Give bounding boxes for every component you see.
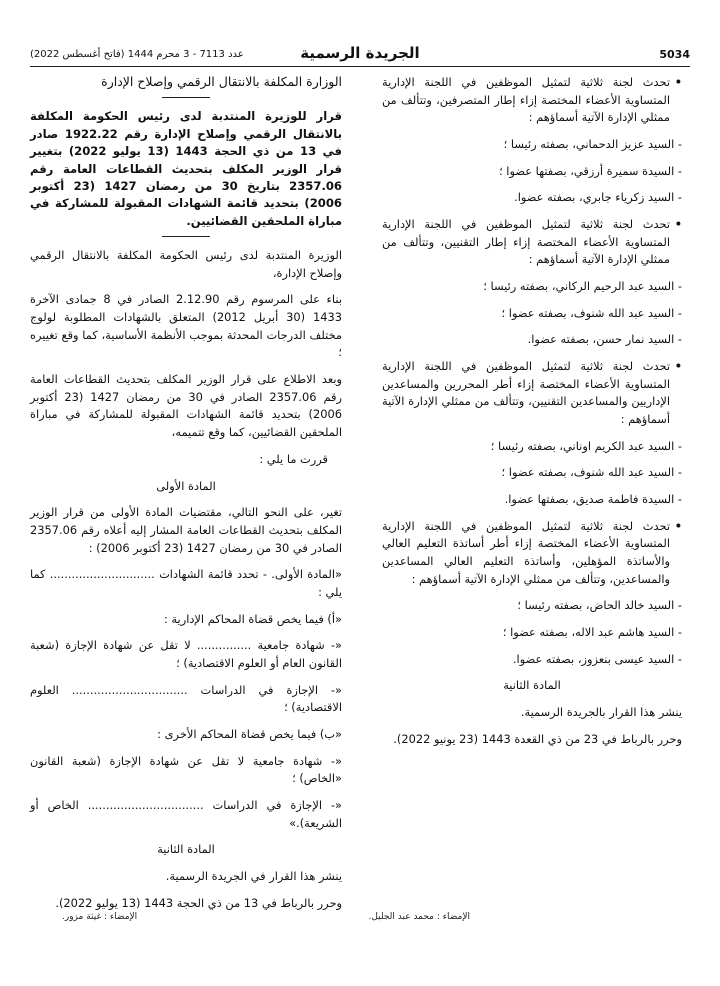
page-number: 5034 bbox=[659, 48, 690, 61]
committee-intro: • تحدث لجنة ثلاثية لتمثيل الموظفين في اللجنة الإدارية المتساوية الأعضاء المختصة إزاء إطار التقنيين، وتتألف من ممثلي الإدارة الآتية أسماؤهم : bbox=[382, 216, 682, 269]
committee-intro: • تحدث لجنة ثلاثية لتمثيل الموظفين في اللجنة الإدارية المتساوية الأعضاء المختصة إزاء إطار المتصرفين، وتتألف من ممثلي الإدارة الآتية أسماؤهم : bbox=[382, 74, 682, 127]
quote-line: «- شهادة جامعية لا تقل عن شهادة الإجازة (شعبة القانون «الخاص) ؛ bbox=[30, 753, 342, 786]
article-text: تغير، على النحو التالي، مقتضيات المادة الأولى من قرار الوزير المكلف بتحديث القطاعات العامة المشار إليه أعلاه رقم 2357.06 الصادر في 30 من رمضان 1427 (23 أكتوبر 2006) : bbox=[30, 505, 342, 555]
separator-rule bbox=[162, 236, 210, 237]
issue-info: عدد 7113 - 3 محرم 1444 (فاتح أغسطس 2022) bbox=[30, 49, 244, 60]
separator-rule bbox=[162, 97, 210, 98]
quote-line: «ب) فيما يخص قضاة المحاكم الأخرى : bbox=[157, 726, 342, 741]
committee-intro: • تحدث لجنة ثلاثية لتمثيل الموظفين في اللجنة الإدارية المتساوية الأعضاء المختصة إزاء أطر المحررين والمساعدين الإداريين والمساعدين التقنيين، وتتألف من ممثلي الإدارة الآتية أسماؤهم : bbox=[382, 358, 682, 429]
signature-left: الإمضاء : غيثة مزور. bbox=[62, 912, 138, 922]
newspaper-title: الجريدة الرسمية bbox=[300, 44, 420, 62]
article-text: ينشر هذا القرار بالجريدة الرسمية. bbox=[520, 705, 682, 720]
right-column bbox=[382, 74, 682, 757]
member-item: - السيدة سميرة أرزقي، بصفتها عضوا ؛ bbox=[499, 163, 682, 178]
article-heading: المادة الثانية bbox=[157, 842, 215, 857]
quote-line: «- شهادة جامعية ............... لا تقل عن شهادة الإجازة (شعبة القانون العام أو العلوم الاقتصادية) ؛ bbox=[30, 638, 342, 670]
quote-line: «- الإجازة في الدراسات ................................ العلوم الاقتصادية) ؛ bbox=[30, 682, 342, 715]
quote-line: «أ) فيما يخص قضاة المحاكم الإدارية : bbox=[163, 611, 342, 626]
minister-line: الوزيرة المنتدبة لدى رئيس الحكومة المكلفة بالانتقال الرقمي وإصلاح الإدارة، bbox=[30, 248, 342, 280]
committee-intro: • تحدث لجنة ثلاثية لتمثيل الموظفين في اللجنة الإدارية المتساوية الأعضاء المختصة إزاء أطر أساتذة التعليم العالي والأساتذة المؤهلين، وأساتذة التعليم العالي المساعدين والمساعدين، وتتألف من ممثلي الإدارة الآتية أسماؤهم : bbox=[382, 518, 682, 589]
date-line: وحرر بالرباط في 23 من ذي القعدة 1443 (23 يونيو 2022). bbox=[393, 731, 682, 746]
after-review-paragraph: وبعد الاطلاع على قرار الوزير المكلف بتحديث القطاعات العامة رقم 2357.06 الصادر في 30 من رمضان 1427 (23 أكتوبر 2006) بتحديد قائمة الشهادات المقبولة للمشاركة في مباراة الملحقين القضائيين، كما وقع تتميمه، bbox=[30, 372, 342, 440]
article-heading: المادة الأولى bbox=[156, 478, 216, 493]
member-item: - السيد عيسى بنعزوز، بصفته عضوا. bbox=[512, 651, 682, 666]
member-item: - السيد عبد الكريم اوناني، بصفته رئيسا ؛ bbox=[490, 438, 682, 453]
signature-right: الإمضاء : محمد عبد الجليل. bbox=[368, 912, 470, 922]
date-line: وحرر بالرباط في 13 من ذي الحجة 1443 (13 يوليو 2022). bbox=[55, 895, 342, 910]
based-on-paragraph: بناء على المرسوم رقم 2.12.90 الصادر في 8 جمادى الآخرة 1433 (30 أبريل 2012) المتعلق بالشهادات المطلوبة لولوج مختلف الدرجات المحدثة بموجب الأنظمة الأساسية، كما وقع تغييره ؛ bbox=[30, 292, 342, 360]
left-column bbox=[30, 72, 342, 921]
quote-line: «- الإجازة في الدراسات ................................ الخاص أو الشريعة).» bbox=[30, 797, 342, 830]
article-heading: المادة الثانية bbox=[503, 678, 561, 693]
decree-title: قرار للوزيرة المنتدبة لدى رئيس الحكومة المكلفة بالانتقال الرقمي وإصلاح الإدارة رقم 1922.22 صادر في 13 من ذي الحجة 1443 (13 يوليو 2022) بتغيير قرار الوزير المكلف بتحديث القطاعات العامة رقم 2357.06 بتاريخ 30 من رمضان 1427 (23 أكتوبر 2006) بتحديد قائمة الشهادات المقبولة للمشاركة في مباراة الملحقين القضائيين. bbox=[30, 109, 342, 228]
decided-line: قررت ما يلي : bbox=[259, 451, 328, 466]
member-item: - السيد عزيز الدحماني، بصفته رئيسا ؛ bbox=[503, 137, 682, 152]
member-item: - السيد نمار حسن، بصفته عضوا. bbox=[527, 332, 682, 347]
member-item: - السيدة فاطمة صديق، بصفتها عضوا. bbox=[504, 492, 682, 507]
member-item: - السيد هاشم عبد الاله، بصفته عضوا ؛ bbox=[502, 625, 682, 640]
page-header bbox=[30, 44, 690, 67]
ministry-heading: الوزارة المكلفة بالانتقال الرقمي وإصلاح الإدارة bbox=[101, 74, 342, 89]
quote-line: «المادة الأولى. - تحدد قائمة الشهادات ............................. كما يلي : bbox=[30, 567, 342, 599]
member-item: - السيد خالد الحاض، بصفته رئيسا ؛ bbox=[517, 598, 682, 613]
member-item: - السيد عبد الله شنوف، بصفته عضوا ؛ bbox=[501, 465, 682, 480]
article-text: ينشر هذا القرار في الجريدة الرسمية. bbox=[165, 868, 342, 883]
member-item: - السيد عبد الله شنوف، بصفته عضوا ؛ bbox=[501, 305, 682, 320]
member-item: - السيد عبد الرحيم الركاني، بصفته رئيسا ؛ bbox=[483, 279, 682, 294]
member-item: - السيد زكرياء جابري، بصفته عضوا. bbox=[514, 190, 682, 205]
